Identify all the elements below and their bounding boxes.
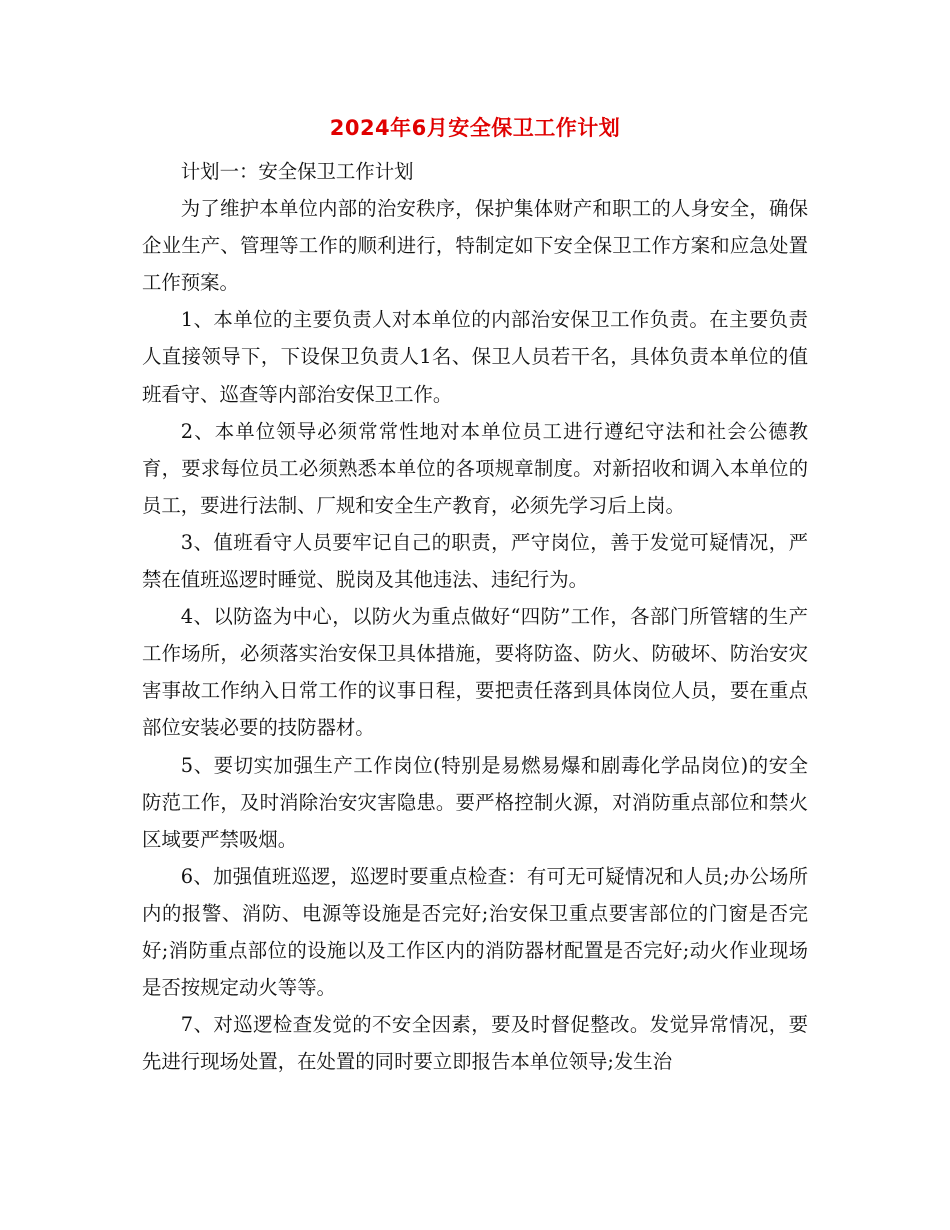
paragraph-section-heading: 计划一：安全保卫工作计划 <box>180 160 414 183</box>
document-title: 2024年6月安全保卫工作计划 <box>329 116 621 140</box>
paragraph-intro: 为了维护本单位内部的治安秩序，保护集体财产和职工的人身安全，确保企业生产、管理等工作的顺利进行，特制定如下安全保卫工作方案和应急处置工作预案。 <box>142 197 808 295</box>
document-body <box>142 153 808 1080</box>
paragraph-item-3: 3、值班看守人员要牢记自己的职责，严守岗位，善于发觉可疑情况，严禁在值班巡逻时睡觉、脱岗及其他违法、违纪行为。 <box>142 530 808 592</box>
paragraph-item-7: 7、对巡逻检查发觉的不安全因素，要及时督促整改。发觉异常情况，要先进行现场处置，在处置的同时要立即报告本单位领导;发生治 <box>142 1013 808 1074</box>
paragraph-item-1: 1、本单位的主要负责人对本单位的内部治安保卫工作负责。在主要负责人直接领导下，下设保卫负责人1名、保卫人员若干名，具体负责本单位的值班看守、巡查等内部治安保卫工作。 <box>142 308 808 406</box>
paragraph-item-2: 2、本单位领导必须常常性地对本单位员工进行遵纪守法和社会公德教育，要求每位员工必须熟悉本单位的各项规章制度。对新招收和调入本单位的员工，要进行法制、厂规和安全生产教育，必须先学习后上岗。 <box>142 419 808 517</box>
paragraph-item-6: 6、加强值班巡逻，巡逻时要重点检查：有可无可疑情况和人员;办公场所内的报警、消防、电源等设施是否完好;治安保卫重点要害部位的门窗是否完好;消防重点部位的设施以及工作区内的消防器材配置是否完好;动火作业现场是否按规定动火等等。 <box>142 864 808 1000</box>
paragraph-item-4: 4、以防盗为中心，以防火为重点做好“四防”工作，各部门所管辖的生产工作场所，必须落实治安保卫具体措施，要将防盗、防火、防破坏、防治安灾害事故工作纳入日常工作的议事日程，要把责任落到具体岗位人员，要在重点部位安装必要的技防器材。 <box>142 605 808 740</box>
paragraph-item-5: 5、要切实加强生产工作岗位(特别是易燃易爆和剧毒化学品岗位)的安全防范工作，及时消除治安灾害隐患。要严格控制火源，对消防重点部位和禁火区域要严禁吸烟。 <box>142 753 808 851</box>
